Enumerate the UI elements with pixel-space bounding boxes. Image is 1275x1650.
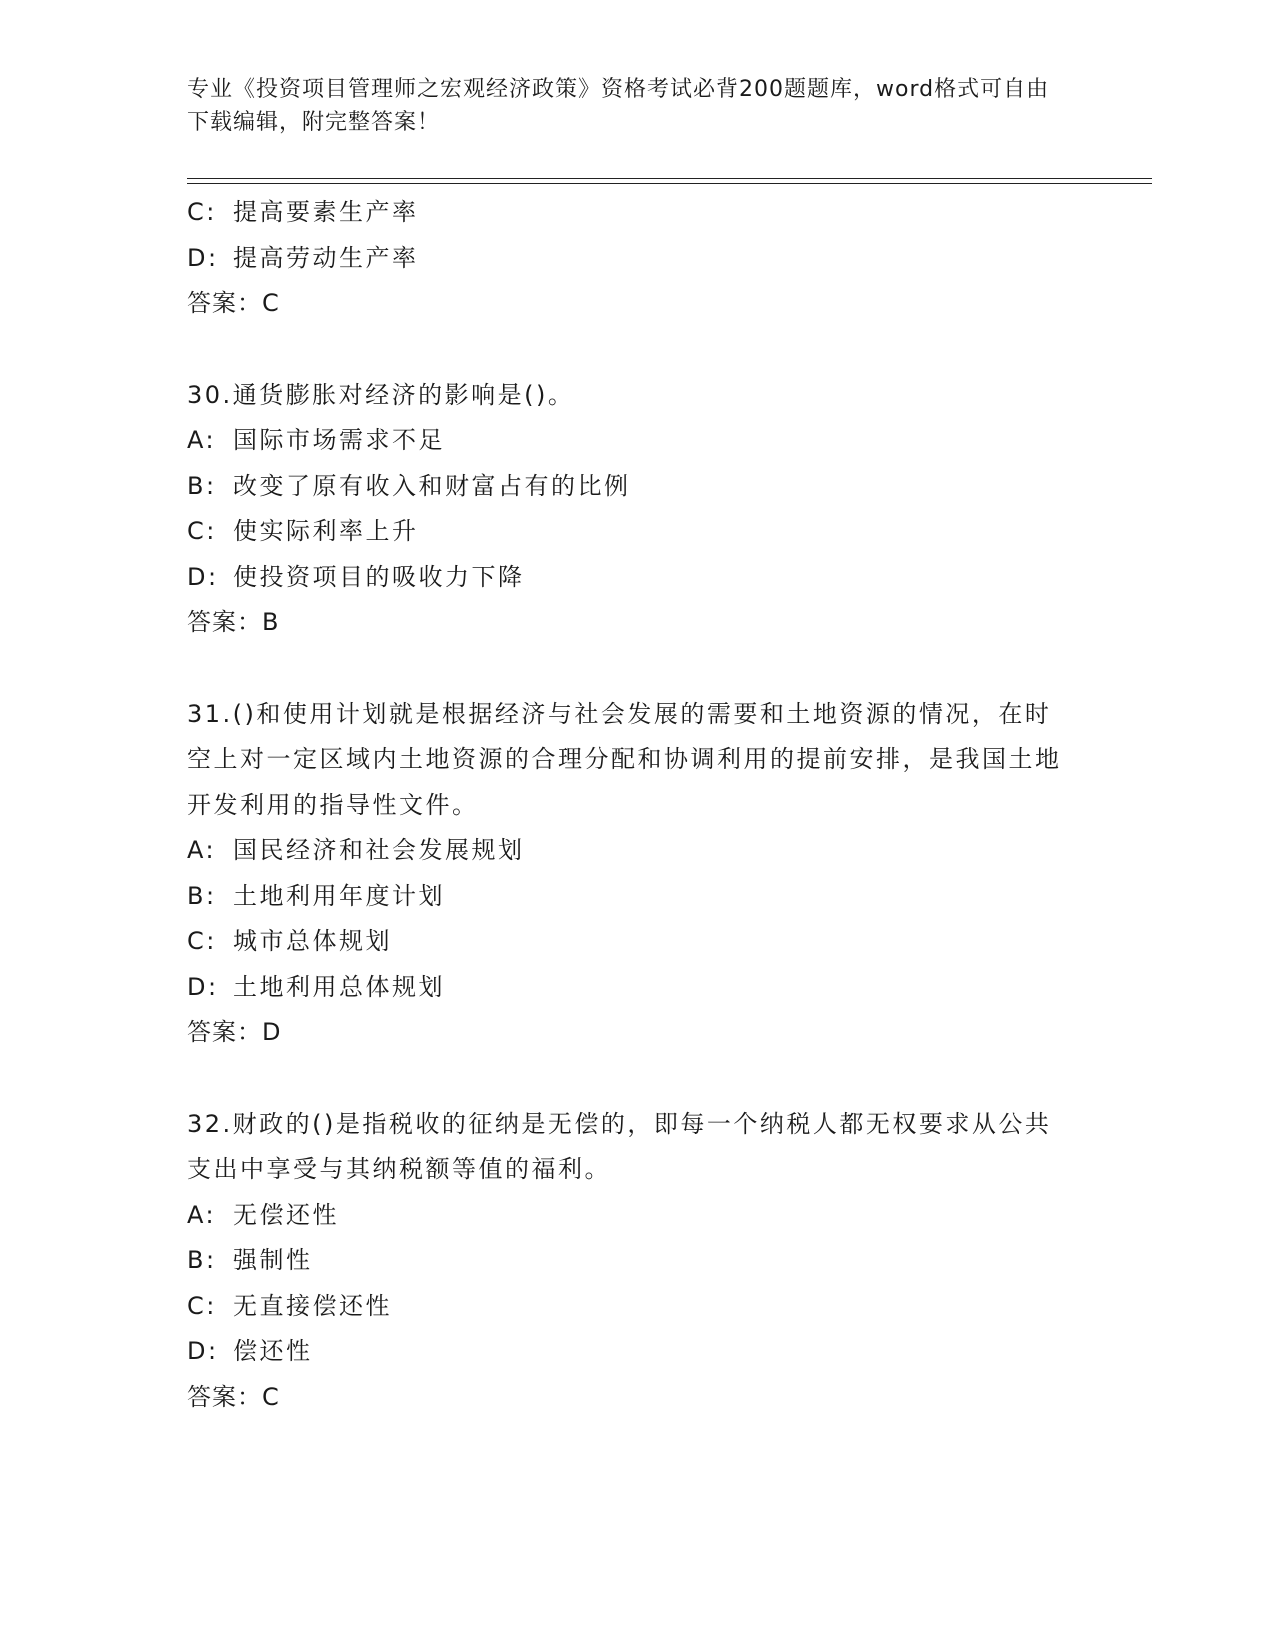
header-rule-bottom [187,183,1152,184]
option-c: C: 使实际利率上升 [187,517,419,545]
option-a: A: 国际市场需求不足 [187,426,445,454]
answer: 答案：C [187,289,280,317]
option-a: A: 无偿还性 [187,1200,339,1229]
option-a: A: 国民经济和社会发展规划 [187,836,525,864]
option-d: D: 提高劳动生产率 [187,243,419,272]
question-30 [187,373,1067,646]
question-stem: 31.()和使用计划就是根据经济与社会发展的需要和土地资源的情况，在时空上对一定区域内土地资源的合理分配和协调利用的提前安排，是我国土地开发利用的指导性文件。 [187,699,1062,819]
option-c: C: 城市总体规划 [187,927,392,955]
answer: 答案：B [187,608,280,636]
question-29-continuation [187,190,1067,327]
option-d: D: 使投资项目的吸收力下降 [187,562,525,591]
question-stem: 32.财政的()是指税收的征纳是无偿的，即每一个纳税人都无权要求从公共支出中享受与其纳税额等值的福利。 [187,1109,1052,1183]
option-b: B: 土地利用年度计划 [187,881,445,910]
option-d: D: 土地利用总体规划 [187,972,445,1001]
question-31 [187,692,1067,1056]
option-c: C: 提高要素生产率 [187,198,419,226]
question-32 [187,1102,1067,1421]
answer: 答案：C [187,1382,280,1411]
option-b: B: 强制性 [187,1246,313,1274]
option-d: D: 偿还性 [187,1337,313,1365]
option-b: B: 改变了原有收入和财富占有的比例 [187,471,631,500]
header-rule-top [187,178,1152,179]
header-title: 专业《投资项目管理师之宏观经济政策》资格考试必背200题题库，word格式可自由下载编辑，附完整答案！ [187,77,1050,135]
document-header [187,73,1067,139]
question-stem: 30.通货膨胀对经济的影响是()。 [187,380,575,409]
question-list [187,190,1067,1420]
option-c: C: 无直接偿还性 [187,1291,392,1320]
answer: 答案：D [187,1018,282,1046]
